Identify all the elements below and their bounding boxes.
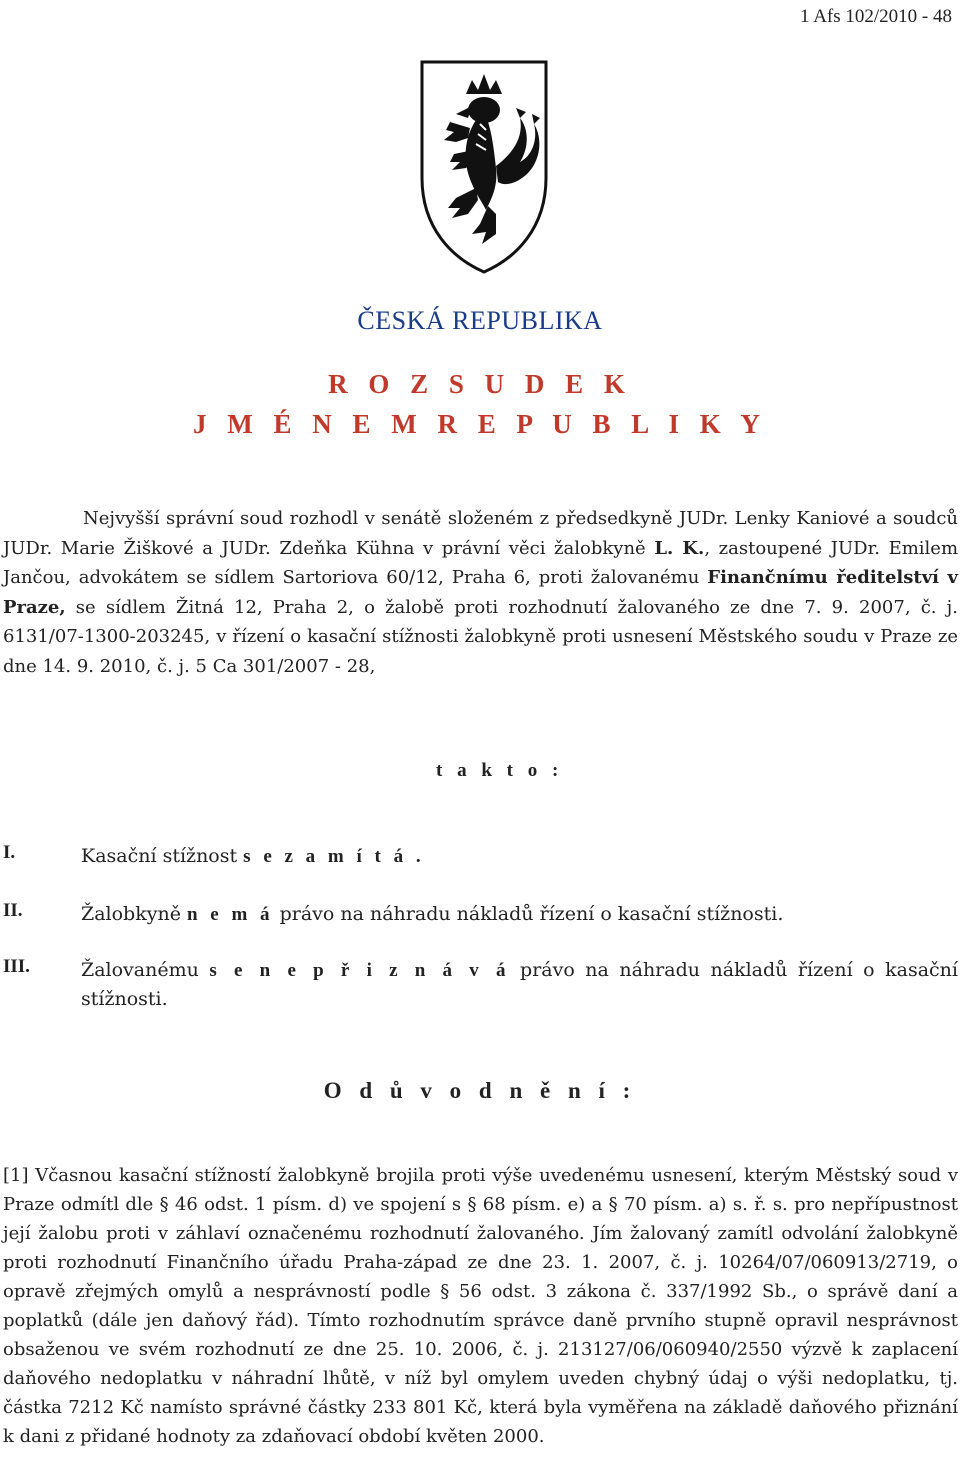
verdict-pre: Kasační stížnost xyxy=(81,845,244,867)
takto-heading: t a k t o : xyxy=(436,760,564,781)
intro-text-1: Nejvyšší správní soud rozhodl v senátě složeném z předsedkyně JUDr. Lenky Kaniové a soudců JUDr. Marie Žiškové a JUDr. Zdeňka Kühna v právní věci žalobkyně xyxy=(3,508,958,559)
verdict-spaced: n e m á xyxy=(186,904,274,925)
case-number: 1 Afs 102/2010 - 48 xyxy=(800,6,952,27)
reasoning-paragraph: [1] Včasnou kasační stížností žalobkyně brojila proti výše uvedenému usnesení, kterým Městský soud v Praze odmítl dle § 46 odst. 1 písm. d) ve spojení s § 68 písm. e) a § 70 písm. a) s. ř. s. pro nepřípustnost její žalobu proti v záhlaví označenému rozhodnutí žalovaného. Jím žalovaný zamítl odvolání žalobkyně proti rozhodnutí Finančního úřadu Praha-západ ze dne 23. 1. 2007, č. j. 10264/07/060913/2719, o opravě zřejmých omylů a nesprávností podle § 56 odst. 3 zákona č. 337/1992 Sb., o správě daní a poplatků (dále jen daňový řád). Tímto rozhodnutím správce daně prvního stupně opravil nesprávnost obsaženou ve svém rozhodnutí ze dne 25. 10. 2006, č. j. 213127/06/060940/2550 výzvě k zaplacení daňového nedoplatku v náhradní lhůtě, v níž byl omylem uveden chybný údaj o výši nedoplatku, tj. částka 7212 Kč namísto správné částky 233 801 Kč, která byla vyměřena na základě daňového přiznání k dani z přidané hodnoty za zdaňovací období květen 2000. xyxy=(3,1165,958,1447)
verdict-number: III. xyxy=(3,956,30,977)
republic-title: ČESKÁ REPUBLIKA xyxy=(357,306,603,335)
verdict-text xyxy=(81,956,958,1013)
verdict-text xyxy=(81,842,958,871)
verdict-post: právo na náhradu nákladů řízení o kasační stížnosti. xyxy=(273,903,784,925)
coat-of-arms-icon xyxy=(416,58,552,276)
verdict-number: II. xyxy=(3,900,23,921)
verdict-spaced: s e z a m í t á . xyxy=(243,846,425,867)
verdict-number: I. xyxy=(3,842,16,863)
verdict-pre: Žalovanému xyxy=(81,959,210,981)
verdict-post: právo na náhradu nákladů řízení o kasační stížnosti. xyxy=(81,959,958,1010)
verdict-text xyxy=(81,900,958,929)
in-name-heading: J M É N E M R E P U B L I K Y xyxy=(192,409,768,439)
plaintiff-name: L. K. xyxy=(654,537,705,559)
verdict-pre: Žalobkyně xyxy=(81,903,187,925)
intro-text-2: , zastoupené JUDr. Emilem Jančou, advokátem se sídlem Sartoriova 60/12, Praha 6, proti žalovanému xyxy=(3,537,959,588)
reasoning-heading: O d ů v o d n ě n í : xyxy=(323,1078,637,1103)
respondent-name: Finančnímu ředitelství v Praze, xyxy=(3,567,958,618)
intro-paragraph xyxy=(3,504,958,681)
verdict-spaced: s e n e p ř i z n á v á xyxy=(209,960,510,981)
judgment-heading: R O Z S U D E K xyxy=(328,369,632,399)
intro-text-3: se sídlem Žitná 12, Praha 2, o žalobě proti rozhodnutí žalovaného ze dne 7. 9. 2007, č. j. 6131/07-1300-203245, v řízení o kasační stížnosti žalobkyně proti usnesení Městského soudu v Praze ze dne 14. 9. 2010, č. j. 5 Ca 301/2007 - 28, xyxy=(3,596,958,677)
